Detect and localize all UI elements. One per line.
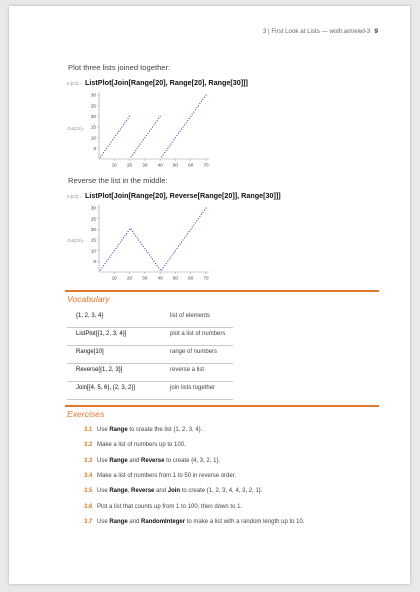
data-point bbox=[143, 139, 144, 140]
data-point bbox=[204, 97, 205, 98]
exercise-keyword: Reverse bbox=[141, 457, 165, 464]
vocabulary-row bbox=[67, 363, 233, 382]
data-point bbox=[152, 259, 153, 260]
data-point bbox=[195, 109, 196, 110]
data-point bbox=[118, 131, 119, 132]
data-point bbox=[164, 152, 165, 153]
data-point bbox=[114, 137, 115, 138]
data-point bbox=[138, 239, 139, 240]
data-point bbox=[140, 242, 141, 243]
data-point bbox=[161, 156, 162, 157]
data-point bbox=[158, 267, 159, 268]
vocabulary-term: Join[{4, 5, 6}, {2, 3, 2}] bbox=[76, 385, 136, 391]
data-point bbox=[141, 141, 142, 142]
vocabulary-rule bbox=[65, 290, 379, 292]
data-point bbox=[134, 152, 135, 153]
data-point bbox=[129, 229, 130, 230]
y-tick-label: 25 bbox=[90, 103, 96, 109]
input-code-1[interactable]: ListPlot[Join[Range[20], Range[20], Range[30]]] bbox=[85, 78, 248, 87]
data-point bbox=[135, 235, 136, 236]
exercise-keyword: RandomInteger bbox=[141, 518, 186, 525]
data-point bbox=[112, 252, 113, 253]
exercise-item bbox=[84, 458, 220, 464]
data-point bbox=[124, 235, 125, 236]
data-point bbox=[160, 116, 161, 117]
exercise-text: Use bbox=[97, 518, 110, 525]
vocabulary-term: Reverse[{1, 2, 3}] bbox=[76, 367, 123, 373]
data-point bbox=[112, 139, 113, 140]
input-label-2: In[23]:= bbox=[67, 194, 83, 199]
data-point bbox=[109, 256, 110, 257]
data-point bbox=[205, 94, 206, 95]
exercise-text: and bbox=[154, 488, 168, 495]
data-point bbox=[195, 222, 196, 223]
data-point bbox=[201, 214, 202, 215]
y-tick-label: 15 bbox=[90, 237, 96, 243]
data-point bbox=[155, 122, 156, 123]
exercise-number: 3.5 bbox=[84, 488, 93, 495]
data-point bbox=[111, 141, 112, 142]
data-point bbox=[129, 116, 130, 117]
data-point bbox=[186, 122, 187, 123]
exercise-keyword: Range bbox=[109, 488, 128, 495]
data-point bbox=[135, 150, 136, 151]
data-point bbox=[147, 133, 148, 134]
data-point bbox=[193, 111, 194, 112]
data-point bbox=[149, 131, 150, 132]
data-point bbox=[202, 212, 203, 213]
input-code-2[interactable]: ListPlot[Join[Range[20], Reverse[Range[20]], Range[30]]] bbox=[85, 191, 281, 200]
data-point bbox=[120, 129, 121, 130]
data-point bbox=[170, 256, 171, 257]
data-point bbox=[160, 269, 161, 270]
exercise-item bbox=[84, 519, 304, 525]
data-point bbox=[166, 150, 167, 151]
data-point bbox=[155, 263, 156, 264]
exercise-text: , bbox=[127, 488, 132, 495]
y-tick-label: 5 bbox=[93, 258, 96, 264]
data-point bbox=[124, 122, 125, 123]
exercise-number: 3.6 bbox=[84, 503, 93, 510]
data-point bbox=[146, 135, 147, 136]
data-point bbox=[186, 235, 187, 236]
data-point bbox=[106, 261, 107, 262]
book-page bbox=[9, 6, 410, 584]
data-point bbox=[156, 120, 157, 121]
data-point bbox=[103, 152, 104, 153]
data-point bbox=[164, 265, 165, 266]
data-point bbox=[196, 220, 197, 221]
exercise-text: and bbox=[127, 518, 142, 525]
exercise-item bbox=[84, 504, 242, 510]
data-point bbox=[130, 229, 131, 230]
data-point bbox=[144, 248, 145, 249]
data-point bbox=[193, 224, 194, 225]
input-label-1: In[22]:= bbox=[67, 81, 83, 86]
data-point bbox=[175, 250, 176, 251]
exercise-keyword: Range bbox=[109, 518, 128, 525]
exercise-item bbox=[84, 473, 236, 479]
x-tick-label: 60 bbox=[188, 162, 194, 168]
vocabulary-description: range of numbers bbox=[170, 349, 218, 355]
data-point bbox=[132, 154, 133, 155]
data-point bbox=[178, 246, 179, 247]
data-point bbox=[126, 233, 127, 234]
data-point bbox=[143, 246, 144, 247]
data-point bbox=[130, 156, 131, 157]
data-point bbox=[103, 265, 104, 266]
data-point bbox=[101, 154, 102, 155]
data-point bbox=[176, 135, 177, 136]
running-head-text: 3 | First Look at Lists — wolfr.am/eiwl-3 bbox=[262, 28, 371, 35]
exercise-text: Make a list of numbers up to 100. bbox=[97, 442, 186, 449]
data-point bbox=[117, 246, 118, 247]
data-point bbox=[199, 103, 200, 104]
x-tick-label: 10 bbox=[111, 275, 117, 281]
output-label-2: Out[23]= bbox=[67, 238, 85, 243]
data-point bbox=[198, 105, 199, 106]
data-point bbox=[140, 143, 141, 144]
data-point bbox=[115, 135, 116, 136]
data-point bbox=[169, 146, 170, 147]
data-point bbox=[202, 99, 203, 100]
y-tick-label: 15 bbox=[90, 124, 96, 130]
data-point bbox=[147, 252, 148, 253]
data-point bbox=[156, 265, 157, 266]
x-tick-label: 50 bbox=[172, 162, 178, 168]
data-point bbox=[153, 124, 154, 125]
data-point bbox=[150, 129, 151, 130]
data-point bbox=[163, 267, 164, 268]
intro-text-1: Plot three lists joined together: bbox=[68, 63, 171, 72]
data-point bbox=[173, 139, 174, 140]
x-tick-label: 30 bbox=[142, 275, 148, 281]
data-point bbox=[137, 148, 138, 149]
data-point bbox=[170, 143, 171, 144]
data-point bbox=[172, 254, 173, 255]
intro-text-2: Reverse the list in the middle: bbox=[68, 176, 168, 185]
exercises-rule bbox=[65, 405, 379, 407]
exercise-number: 3.7 bbox=[84, 518, 93, 525]
data-point bbox=[187, 233, 188, 234]
y-tick-label: 20 bbox=[90, 113, 96, 119]
data-point bbox=[175, 137, 176, 138]
y-tick-label: 30 bbox=[90, 205, 96, 211]
data-point bbox=[179, 244, 180, 245]
y-tick-label: 10 bbox=[90, 135, 96, 141]
data-point bbox=[184, 237, 185, 238]
vocabulary-term: ListPlot[{1, 2, 3, 4}] bbox=[76, 331, 127, 337]
exercise-keyword: Reverse bbox=[131, 488, 155, 495]
data-point bbox=[161, 269, 162, 270]
data-point bbox=[163, 154, 164, 155]
data-point bbox=[121, 126, 122, 127]
data-point bbox=[205, 207, 206, 208]
vocabulary-row bbox=[67, 345, 233, 364]
data-point bbox=[152, 126, 153, 127]
exercise-number: 3.1 bbox=[84, 427, 93, 433]
exercise-item bbox=[84, 488, 262, 494]
list-plot-1 bbox=[83, 89, 207, 171]
y-tick-label: 20 bbox=[90, 226, 96, 232]
x-tick-label: 40 bbox=[157, 275, 163, 281]
x-tick-label: 70 bbox=[203, 275, 209, 281]
data-point bbox=[108, 146, 109, 147]
data-point bbox=[138, 146, 139, 147]
data-point bbox=[181, 242, 182, 243]
vocabulary-description: list of elements bbox=[170, 313, 211, 319]
data-point bbox=[114, 250, 115, 251]
data-point bbox=[127, 118, 128, 119]
data-point bbox=[172, 141, 173, 142]
data-point bbox=[108, 259, 109, 260]
data-point bbox=[178, 133, 179, 134]
data-point bbox=[123, 237, 124, 238]
data-point bbox=[111, 254, 112, 255]
data-point bbox=[117, 133, 118, 134]
exercise-keyword: Range bbox=[109, 427, 128, 433]
data-point bbox=[167, 148, 168, 149]
data-point bbox=[106, 148, 107, 149]
exercise-text: to create {4, 3, 2, 1}. bbox=[164, 457, 221, 464]
y-tick-label: 25 bbox=[90, 216, 96, 222]
data-point bbox=[169, 259, 170, 260]
data-point bbox=[137, 237, 138, 238]
exercise-text: Use bbox=[97, 488, 110, 495]
data-point bbox=[198, 218, 199, 219]
data-point bbox=[146, 250, 147, 251]
data-point bbox=[109, 143, 110, 144]
data-point bbox=[101, 267, 102, 268]
data-point bbox=[144, 137, 145, 138]
x-tick-label: 20 bbox=[127, 275, 133, 281]
data-point bbox=[182, 239, 183, 240]
vocabulary-description: plot a list of numbers bbox=[170, 331, 226, 337]
data-point bbox=[181, 129, 182, 130]
data-point bbox=[121, 239, 122, 240]
running-head bbox=[263, 28, 378, 35]
vocabulary-term: {1, 2, 3, 4} bbox=[76, 313, 104, 319]
data-point bbox=[204, 210, 205, 211]
data-point bbox=[104, 263, 105, 264]
list-plot-2 bbox=[83, 202, 207, 284]
y-tick-label: 10 bbox=[90, 248, 96, 254]
output-label-1: Out[22]= bbox=[67, 126, 85, 131]
data-point bbox=[189, 118, 190, 119]
exercise-number: 3.2 bbox=[84, 442, 93, 449]
vocabulary-title: Vocabulary bbox=[67, 294, 110, 304]
vocabulary-term: Range[10] bbox=[76, 349, 104, 355]
vocabulary-description: reverse a list bbox=[170, 367, 205, 373]
data-point bbox=[199, 216, 200, 217]
exercise-keyword: Range bbox=[109, 457, 128, 464]
exercise-text: Make a list of numbers from 1 to 50 in reverse order. bbox=[97, 472, 237, 479]
y-tick-label: 30 bbox=[90, 92, 96, 98]
x-tick-label: 50 bbox=[172, 275, 178, 281]
data-point bbox=[176, 248, 177, 249]
data-point bbox=[201, 101, 202, 102]
data-point bbox=[192, 114, 193, 115]
exercise-text: and bbox=[127, 457, 142, 464]
x-tick-label: 10 bbox=[111, 162, 117, 168]
x-tick-label: 30 bbox=[142, 162, 148, 168]
data-point bbox=[118, 244, 119, 245]
exercises-title: Exercises bbox=[67, 409, 105, 419]
data-point bbox=[196, 107, 197, 108]
exercise-number: 3.3 bbox=[84, 457, 93, 464]
data-point bbox=[149, 254, 150, 255]
page-number: 9 bbox=[374, 28, 378, 35]
data-point bbox=[184, 124, 185, 125]
data-point bbox=[141, 244, 142, 245]
data-point bbox=[132, 231, 133, 232]
x-tick-label: 60 bbox=[188, 275, 194, 281]
data-point bbox=[173, 252, 174, 253]
exercise-number: 3.4 bbox=[84, 472, 93, 479]
data-point bbox=[104, 150, 105, 151]
data-point bbox=[115, 248, 116, 249]
data-point bbox=[190, 229, 191, 230]
y-tick-label: 5 bbox=[93, 145, 96, 151]
exercise-item bbox=[84, 442, 186, 448]
exercise-text: to create {1, 2, 3, 4, 4, 3, 2, 1}. bbox=[180, 488, 263, 495]
data-point bbox=[190, 116, 191, 117]
vocabulary-row bbox=[67, 327, 233, 346]
data-point bbox=[100, 156, 101, 157]
x-tick-label: 40 bbox=[157, 162, 163, 168]
vocabulary-row bbox=[67, 381, 233, 400]
data-point bbox=[134, 233, 135, 234]
data-point bbox=[179, 131, 180, 132]
data-point bbox=[167, 261, 168, 262]
data-point bbox=[100, 269, 101, 270]
exercise-text: to create the list {1, 2, 3, 4}. bbox=[127, 427, 203, 433]
data-point bbox=[123, 124, 124, 125]
data-point bbox=[189, 231, 190, 232]
data-point bbox=[187, 120, 188, 121]
exercise-text: to make a list with a random length up to 10. bbox=[185, 518, 305, 525]
vocabulary-description: join lists together bbox=[170, 385, 216, 391]
data-point bbox=[166, 263, 167, 264]
x-tick-label: 20 bbox=[127, 162, 133, 168]
vocabulary-row bbox=[67, 309, 233, 328]
exercise-text: Plot a list that counts up from 1 to 100, then down to 1. bbox=[97, 503, 243, 510]
exercise-text: Use bbox=[97, 457, 110, 464]
data-point bbox=[153, 261, 154, 262]
data-point bbox=[192, 227, 193, 228]
exercise-keyword: Join bbox=[167, 488, 181, 495]
data-point bbox=[150, 256, 151, 257]
data-point bbox=[182, 126, 183, 127]
exercise-item bbox=[84, 427, 202, 433]
data-point bbox=[158, 118, 159, 119]
x-tick-label: 70 bbox=[203, 162, 209, 168]
data-point bbox=[127, 231, 128, 232]
exercise-text: Use bbox=[97, 427, 110, 433]
data-point bbox=[126, 120, 127, 121]
data-point bbox=[120, 242, 121, 243]
